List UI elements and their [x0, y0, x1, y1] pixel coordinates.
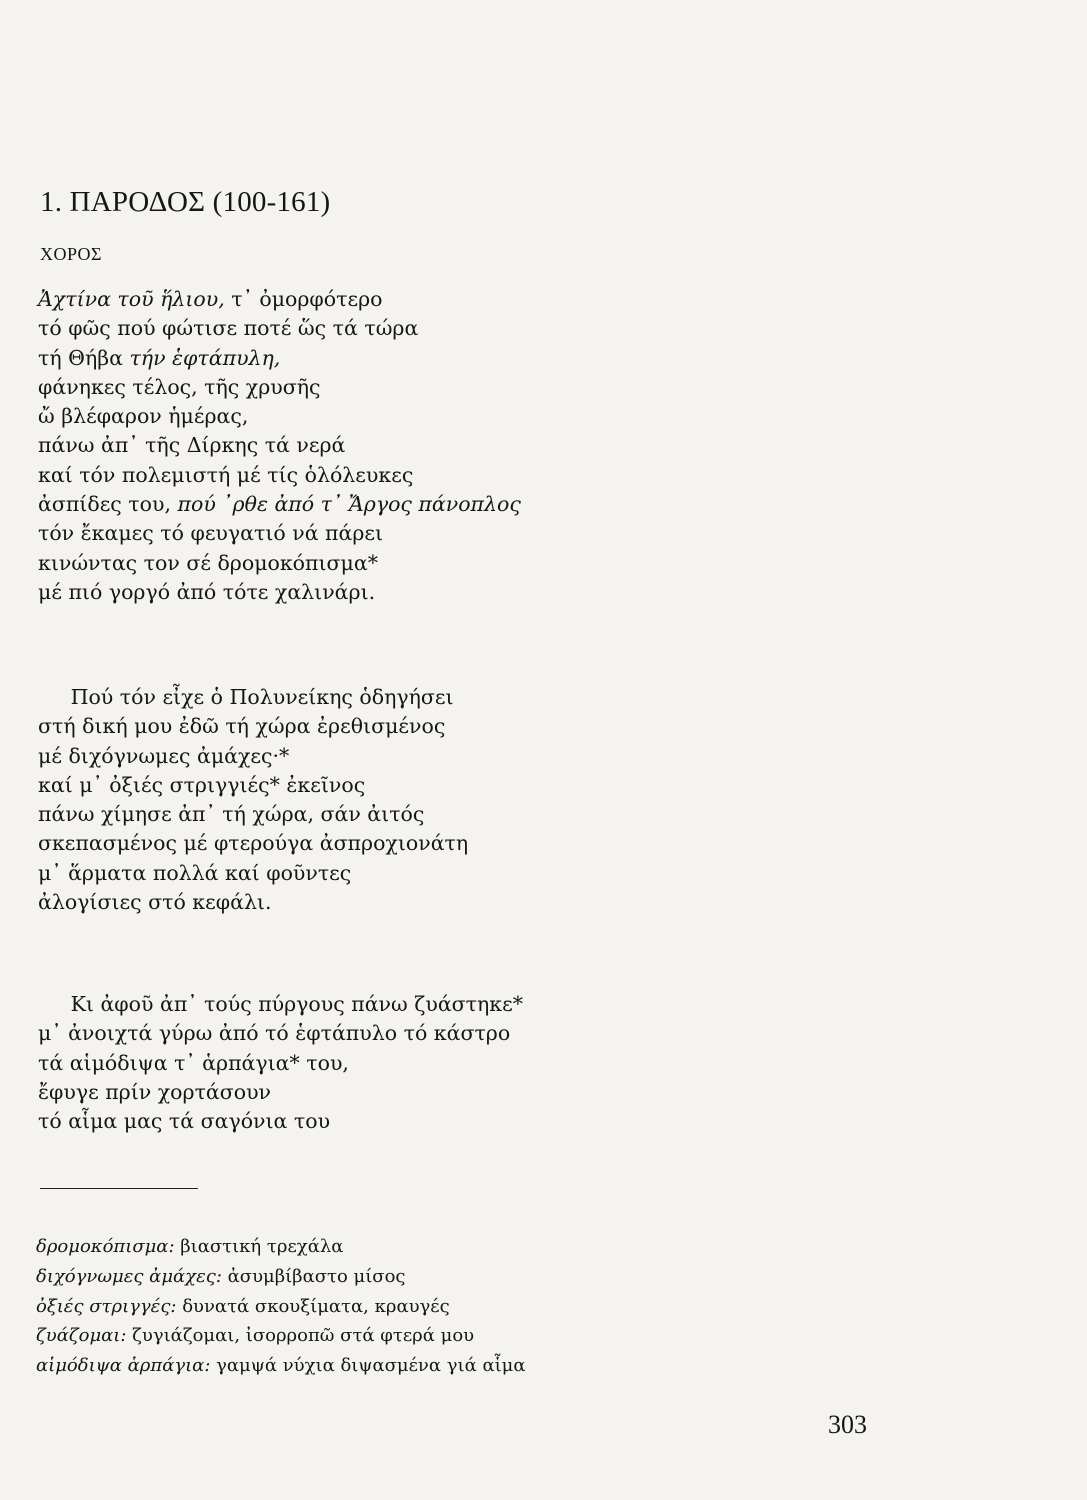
footnote-definition: ἀσυμβίβαστο μίσος: [221, 1265, 406, 1287]
poem-line: [38, 461, 521, 490]
section-heading: 1. ΠΑΡΟΔΟΣ (100-161): [40, 186, 331, 218]
poem-line-text: πάνω ἀπ᾽ τῆς Δίρκης τά νερά: [38, 433, 346, 458]
footnote-term: διχόγνωμες ἀμάχες:: [36, 1265, 222, 1287]
poem-line-text: μ᾽ ἅρματα πολλά καί φοῦντες: [38, 860, 352, 885]
footnote-term: ζυάζομαι:: [36, 1325, 127, 1347]
poem-line: [38, 1078, 523, 1107]
poem-line: [38, 578, 521, 607]
poem-line: [38, 712, 468, 741]
poem-line: [38, 829, 468, 858]
footnote: [36, 1232, 526, 1262]
footnote-term: ὀξιές στριγγές:: [36, 1295, 177, 1317]
poem-line: [38, 314, 521, 343]
poem-line-italic-text: πού ᾿ρθε ἀπό τ᾽ Ἄργος πάνοπλος: [177, 492, 521, 517]
poem-line-text: τ᾽ ὀμορφότερο: [231, 287, 383, 311]
footnote-term: δρομοκόπισμα:: [36, 1236, 175, 1257]
stanza-3: [38, 990, 523, 1136]
poem-line: [38, 519, 521, 548]
poem-line: [38, 373, 521, 402]
footnote-definition: γαμψά νύχια διψασμένα γιά αἷμα: [210, 1355, 526, 1377]
poem-line-text: μέ πιό γοργό ἀπό τότε χαλινάρι.: [38, 579, 376, 604]
poem-line: [38, 344, 521, 373]
poem-line-text: ἀσπίδες του,: [38, 492, 178, 517]
poem-line-text: καί τόν πολεμιστή μέ τίς ὁλόλευκες: [38, 462, 414, 487]
poem-line-text: τή Θήβα: [38, 345, 130, 370]
poem-line-text: τό αἷμα μας τά σαγόνια του: [38, 1109, 331, 1134]
poem-line: [38, 800, 468, 829]
footnote-term: αἱμόδιψα ἁρπάγια:: [36, 1355, 211, 1377]
footnote: [36, 1262, 526, 1292]
poem-line-text: μ᾽ ἀνοιχτά γύρω ἀπό τό ἑφτάπυλο τό κάστρο: [38, 1021, 511, 1046]
poem-line-text: κινώντας τον σέ δρομοκόπισμα*: [38, 550, 378, 575]
poem-line-text: πάνω χίμησε ἀπ᾽ τή χώρα, σάν ἀιτός: [38, 802, 425, 827]
poem-line-text: Κι ἀφοῦ ἀπ᾽ τούς πύργους πάνω ζυάστηκε*: [38, 992, 523, 1016]
poem-line: [38, 1019, 523, 1048]
poem-line: [38, 888, 468, 917]
footnotes: [36, 1232, 526, 1381]
poem-line: [38, 431, 521, 460]
poem-line-text: μέ διχόγνωμες ἀμάχες·*: [38, 743, 290, 768]
page-number: 303: [828, 1410, 867, 1439]
poem-line: [38, 683, 468, 712]
poem-line-text: τό φῶς πού φώτισε ποτέ ὥς τά τώρα: [38, 316, 419, 341]
poem-line: [38, 1107, 523, 1136]
footnote: [36, 1321, 526, 1351]
poem-line-text: στή δική μου ἐδῶ τή χώρα ἐρεθισμένος: [38, 714, 446, 739]
poem-line-italic-text: Ἀχτίνα τοῦ ἥλιου,: [38, 287, 232, 311]
footnote: [36, 1292, 526, 1322]
poem-line: [38, 1049, 523, 1078]
footnote-divider: [40, 1188, 198, 1189]
poem-line: [38, 402, 521, 431]
poem-line: [38, 742, 468, 771]
poem-line: [38, 549, 521, 578]
poem-line-text: ἀλογίσιες στό κεφάλι.: [38, 890, 272, 915]
poem-line: [38, 490, 521, 519]
speaker-label: ΧΟΡΟΣ: [40, 244, 102, 264]
poem-line: [38, 285, 521, 314]
poem-line-text: σκεπασμένος μέ φτερούγα ἀσπροχιονάτη: [38, 831, 469, 856]
footnote-definition: δυνατά σκουξίματα, κραυγές: [176, 1295, 450, 1317]
poem-line: [38, 990, 523, 1019]
poem-line: [38, 859, 468, 888]
footnote: [36, 1351, 526, 1381]
poem-line-text: τόν ἔκαμες τό φευγατιό νά πάρει: [38, 521, 384, 546]
poem-line-italic-text: τήν ἑφτάπυλη,: [129, 345, 281, 370]
poem-line-text: ἔφυγε πρίν χορτάσουν: [38, 1079, 272, 1104]
poem-line: [38, 771, 468, 800]
footnote-definition: βιαστική τρεχάλα: [174, 1236, 344, 1257]
poem-line-text: φάνηκες τέλος, τῆς χρυσῆς: [38, 374, 321, 399]
poem-line-text: Πού τόν εἶχε ὁ Πολυνείκης ὁδηγήσει: [38, 685, 454, 709]
stanza-2: [38, 683, 468, 917]
poem-line-text: καί μ᾽ ὀξιές στριγγιές* ἐκεῖνος: [38, 772, 366, 797]
stanza-1: [38, 285, 521, 607]
footnote-definition: ζυγιάζομαι, ἰσορροπῶ στά φτερά μου: [126, 1325, 475, 1347]
poem-line-text: ὤ βλέφαρον ἡμέρας,: [38, 404, 249, 429]
poem-line-text: τά αἱμόδιψα τ᾽ ἁρπάγια* του,: [38, 1050, 349, 1075]
